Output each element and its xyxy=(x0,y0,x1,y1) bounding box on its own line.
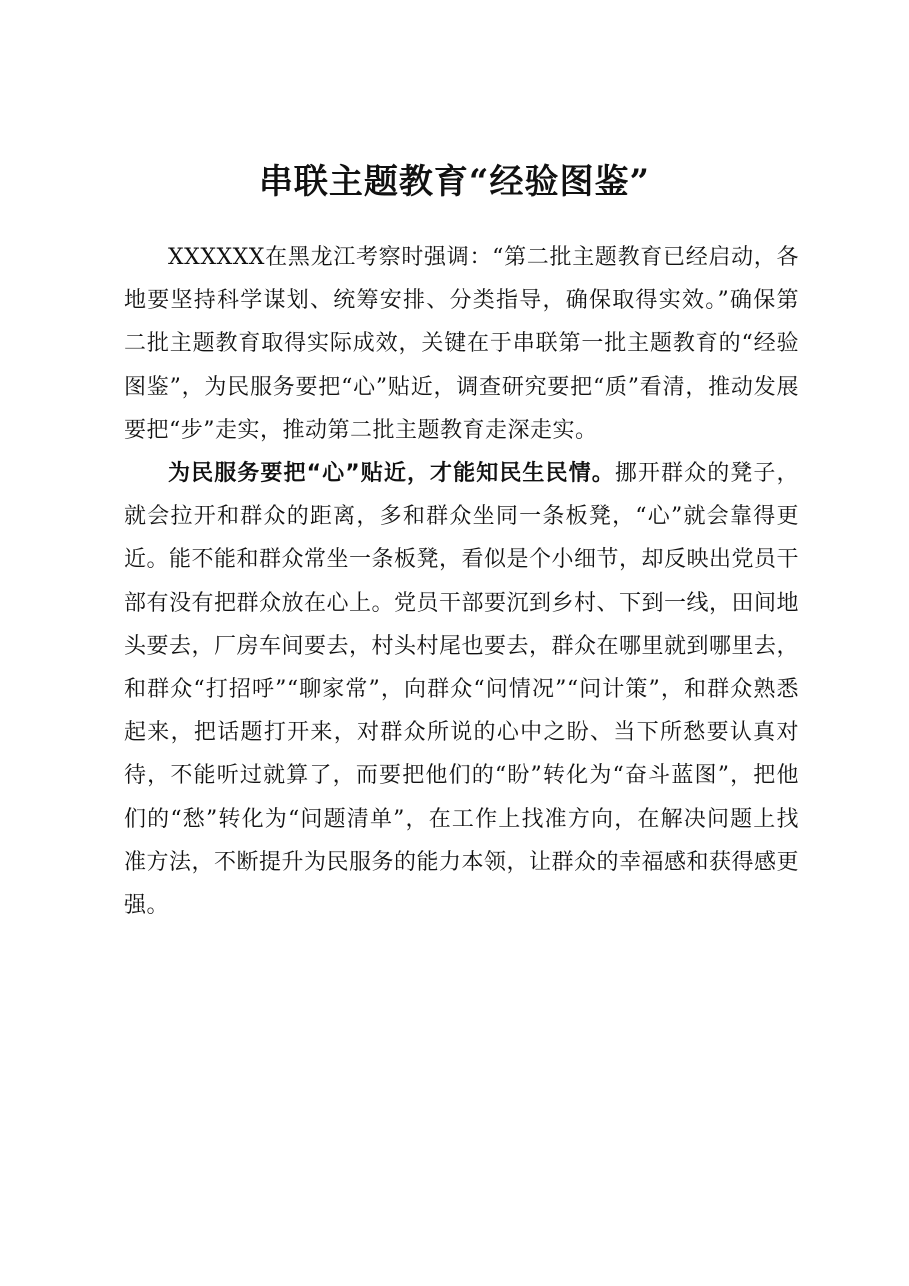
document-title: 串联主题教育“经验图鉴” xyxy=(258,162,651,202)
paragraph-intro xyxy=(124,236,799,452)
document-body xyxy=(124,236,799,927)
paragraph-lead: 为民服务要把“心”贴近，才能知民生民情。 xyxy=(168,461,615,487)
paragraph-service xyxy=(124,452,799,927)
paragraph-text: 挪开群众的凳子，就会拉开和群众的距离，多和群众坐同一条板凳，“心”就会靠得更近。能不能和群众常坐一条板凳，看似是个小细节，却反映出党员干部有没有把群众放在心上。党员干部要沉到乡村、下到一线，田间地头要去，厂房车间要去，村头村尾也要去，群众在哪里就到哪里去，和群众“打招呼”“聊家常”，向群众“问情况”“问计策”，和群众熟悉起来，把话题打开来，对群众所说的心中之盼、当下所愁要认真对待，不能听过就算了，而要把他们的“盼”转化为“奋斗蓝图”，把他们的“愁”转化为“问题清单”，在工作上找准方向，在解决问题上找准方法，不断提升为民服务的能力本领，让群众的幸福感和获得感更强。 xyxy=(124,461,800,919)
paragraph-text: XXXXXX在黑龙江考察时强调：“第二批主题教育已经启动，各地要坚持科学谋划、统筹安排、分类指导，确保取得实效。”确保第二批主题教育取得实际成效，关键在于串联第一批主题教育的“经验图鉴”，为民服务要把“心”贴近，调查研究要把“质”看清，推动发展要把“步”走实，推动第二批主题教育走深走实。 xyxy=(124,245,799,443)
